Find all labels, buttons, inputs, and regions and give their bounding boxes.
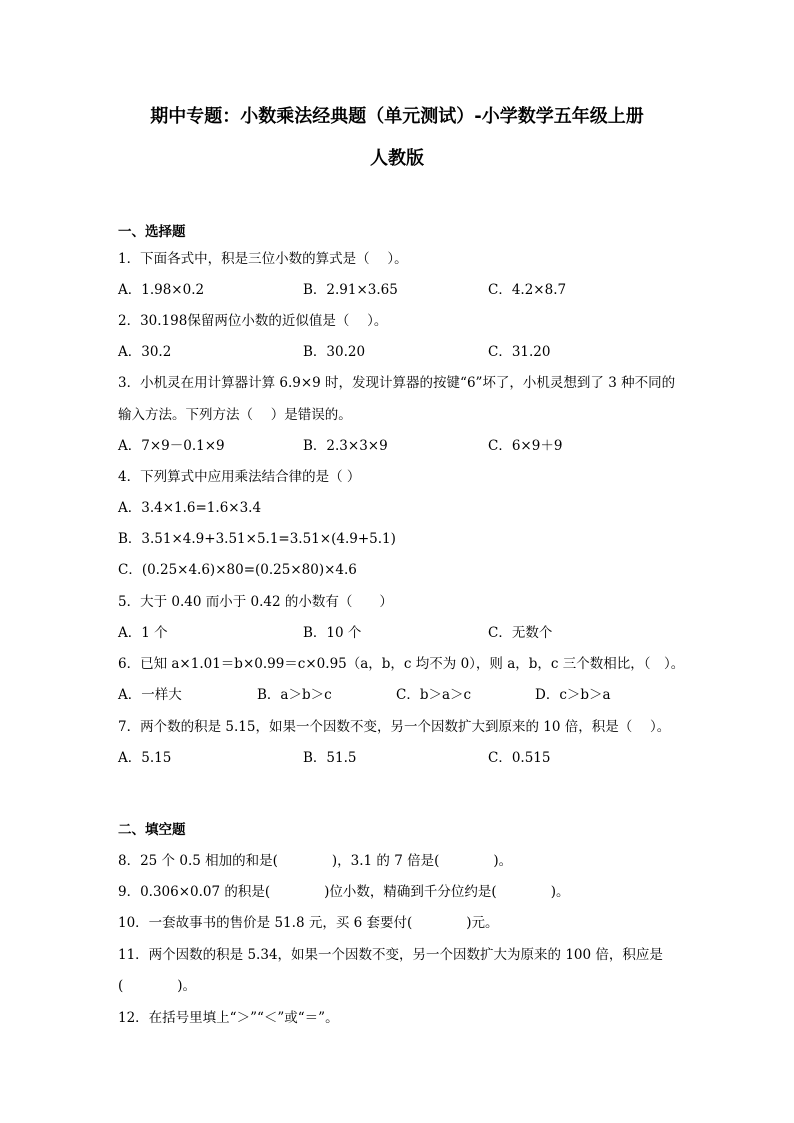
question-12: 12．在括号里填上“＞”“＜”或“＝”。 [118, 1010, 339, 1026]
question-7-options [118, 748, 718, 768]
option-b: B．2.3×3×9 [303, 438, 388, 454]
option-a: A．30.2 [118, 344, 172, 360]
question-8: 8．25 个 0.5 相加的和是( )，3.1 的 7 倍是( )。 [118, 853, 513, 869]
question-9: 9．0.306×0.07 的积是( )位小数，精确到千分位约是( )。 [118, 884, 570, 900]
option-c: C．0.515 [488, 750, 551, 766]
question-3-options [118, 436, 718, 456]
question-2-stem: 2．30.198保留两位小数的近似值是（ ）。 [118, 313, 388, 329]
question-5-options [118, 623, 718, 643]
option-a: A．一样大 [118, 687, 182, 703]
option-a: A．7×9－0.1×9 [118, 438, 225, 454]
question-6-options [118, 685, 718, 705]
question-10: 10．一套故事书的售价是 51.8 元，买 6 套要付( )元。 [118, 915, 499, 931]
option-a: A．5.15 [118, 750, 172, 766]
option-a: A．3.4×1.6=1.6×3.4 [118, 500, 262, 516]
option-c: C．无数个 [488, 625, 553, 641]
option-a: A．1.98×0.2 [118, 282, 205, 298]
option-b: B．30.20 [303, 344, 366, 360]
option-d: D．c＞b＞a [535, 687, 611, 703]
option-b: B．3.51×4.9+3.51×5.1=3.51×(4.9+5.1) [118, 531, 396, 547]
option-c: C．(0.25×4.6)×80=(0.25×80)×4.6 [118, 562, 357, 578]
question-11-cont: ( )。 [118, 978, 197, 994]
option-b: B．a＞b＞c [257, 687, 332, 703]
question-5-stem: 5．大于 0.40 而小于 0.42 的小数有（ ） [118, 594, 393, 610]
option-c: C．31.20 [488, 344, 551, 360]
section-heading-choice: 一、选择题 [118, 224, 186, 240]
question-1-stem: 1．下面各式中，积是三位小数的算式是（ ）。 [118, 251, 408, 267]
page-title: 期中专题：小数乘法经典题（单元测试）-小学数学五年级上册 [150, 106, 644, 127]
option-b: B．51.5 [303, 750, 357, 766]
question-11: 11．两个因数的积是 5.34，如果一个因数不变，另一个因数扩大为原来的 100 倍，积应是 [118, 947, 663, 963]
option-b: B．10 个 [303, 625, 362, 641]
question-7-stem: 7．两个数的积是 5.15，如果一个因数不变，另一个因数扩大到原来的 10 倍，积是（ ）。 [118, 719, 671, 735]
option-a: A．1 个 [118, 625, 168, 641]
option-c: C．b＞a＞c [396, 687, 472, 703]
question-1-options [118, 280, 718, 300]
question-3-stem-cont: 输入方法。下列方法（ ）是错误的。 [118, 407, 352, 423]
section-heading-fill: 二、填空题 [118, 822, 186, 838]
option-b: B．2.91×3.65 [303, 282, 398, 298]
option-c: C．4.2×8.7 [488, 282, 567, 298]
question-4-stem: 4．下列算式中应用乘法结合律的是（ ） [118, 469, 361, 485]
question-6-stem: 6．已知 a×1.01＝b×0.99＝c×0.95（a，b，c 均不为 0），则 a，b，c 三个数相比，（ ）。 [118, 656, 685, 672]
question-2-options [118, 342, 718, 362]
page-title-line2: 人教版 [370, 148, 424, 169]
option-c: C．6×9＋9 [488, 438, 563, 454]
question-3-stem: 3．小机灵在用计算器计算 6.9×9 时，发现计算器的按键“6”坏了，小机灵想到了 3 种不同的 [118, 375, 676, 391]
